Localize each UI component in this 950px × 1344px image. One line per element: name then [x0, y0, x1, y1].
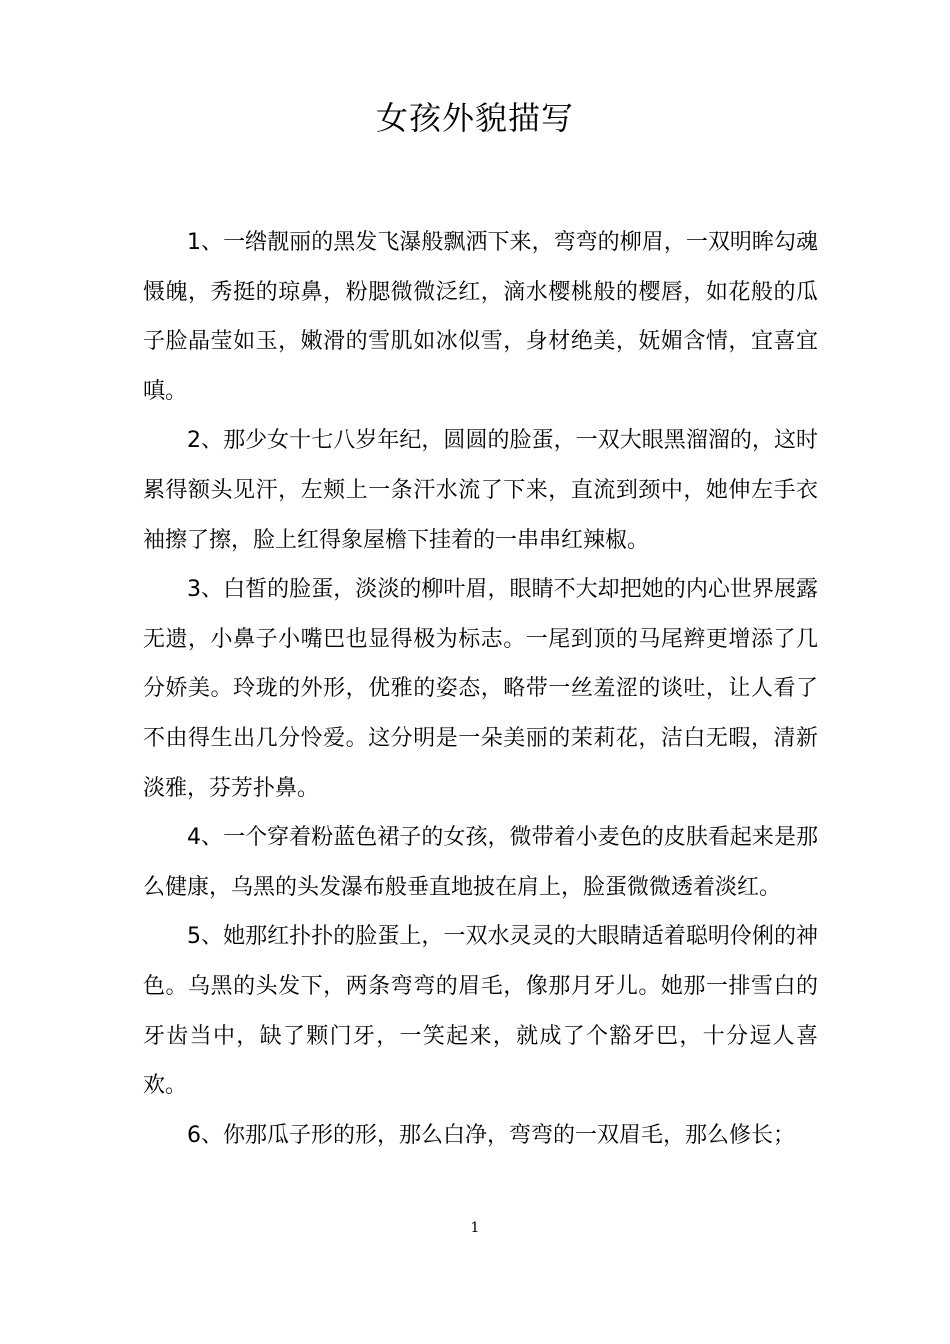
- page-number: 1: [470, 1220, 480, 1236]
- paragraph-5: 5、她那红扑扑的脸蛋上，一双水灵灵的大眼睛适着聪明伶俐的神色。乌黑的头发下，两条弯弯的眉毛，像那月牙儿。她那一排雪白的牙齿当中，缺了颗门牙，一笑起来，就成了个豁牙巴，十分逗人喜欢。: [143, 924, 818, 1099]
- document-body: [143, 218, 818, 1160]
- paragraph-3: 3、白皙的脸蛋，淡淡的柳叶眉，眼睛不大却把她的内心世界展露无遗，小鼻子小嘴巴也显得极为标志。一尾到顶的马尾辫更增添了几分娇美。玲珑的外形，优雅的姿态，略带一丝羞涩的谈吐，让人看了不由得生出几分怜爱。这分明是一朵美丽的茉莉花，洁白无暇，清新淡雅，芬芳扑鼻。: [143, 577, 818, 801]
- paragraph-6: 6、你那瓜子形的形，那么白净，弯弯的一双眉毛，那么修长；: [187, 1122, 795, 1148]
- paragraph-2: 2、那少女十七八岁年纪，圆圆的脸蛋，一双大眼黑溜溜的，这时累得额头见汗，左颊上一条汗水流了下来，直流到颈中，她伸左手衣袖擦了擦，脸上红得象屋檐下挂着的一串串红辣椒。: [143, 428, 818, 553]
- paragraph-4: 4、一个穿着粉蓝色裙子的女孩，微带着小麦色的皮肤看起来是那么健康，乌黑的头发瀑布般垂直地披在肩上，脸蛋微微透着淡红。: [143, 825, 818, 900]
- document-title: 女孩外貌描写: [375, 99, 574, 137]
- paragraph-1: 1、一绺靓丽的黑发飞瀑般飘洒下来，弯弯的柳眉，一双明眸勾魂慑魄，秀挺的琼鼻，粉腮微微泛红，滴水樱桃般的樱唇，如花般的瓜子脸晶莹如玉，嫩滑的雪肌如冰似雪，身材绝美，妩媚含情，宜喜宜嗔。: [143, 230, 818, 404]
